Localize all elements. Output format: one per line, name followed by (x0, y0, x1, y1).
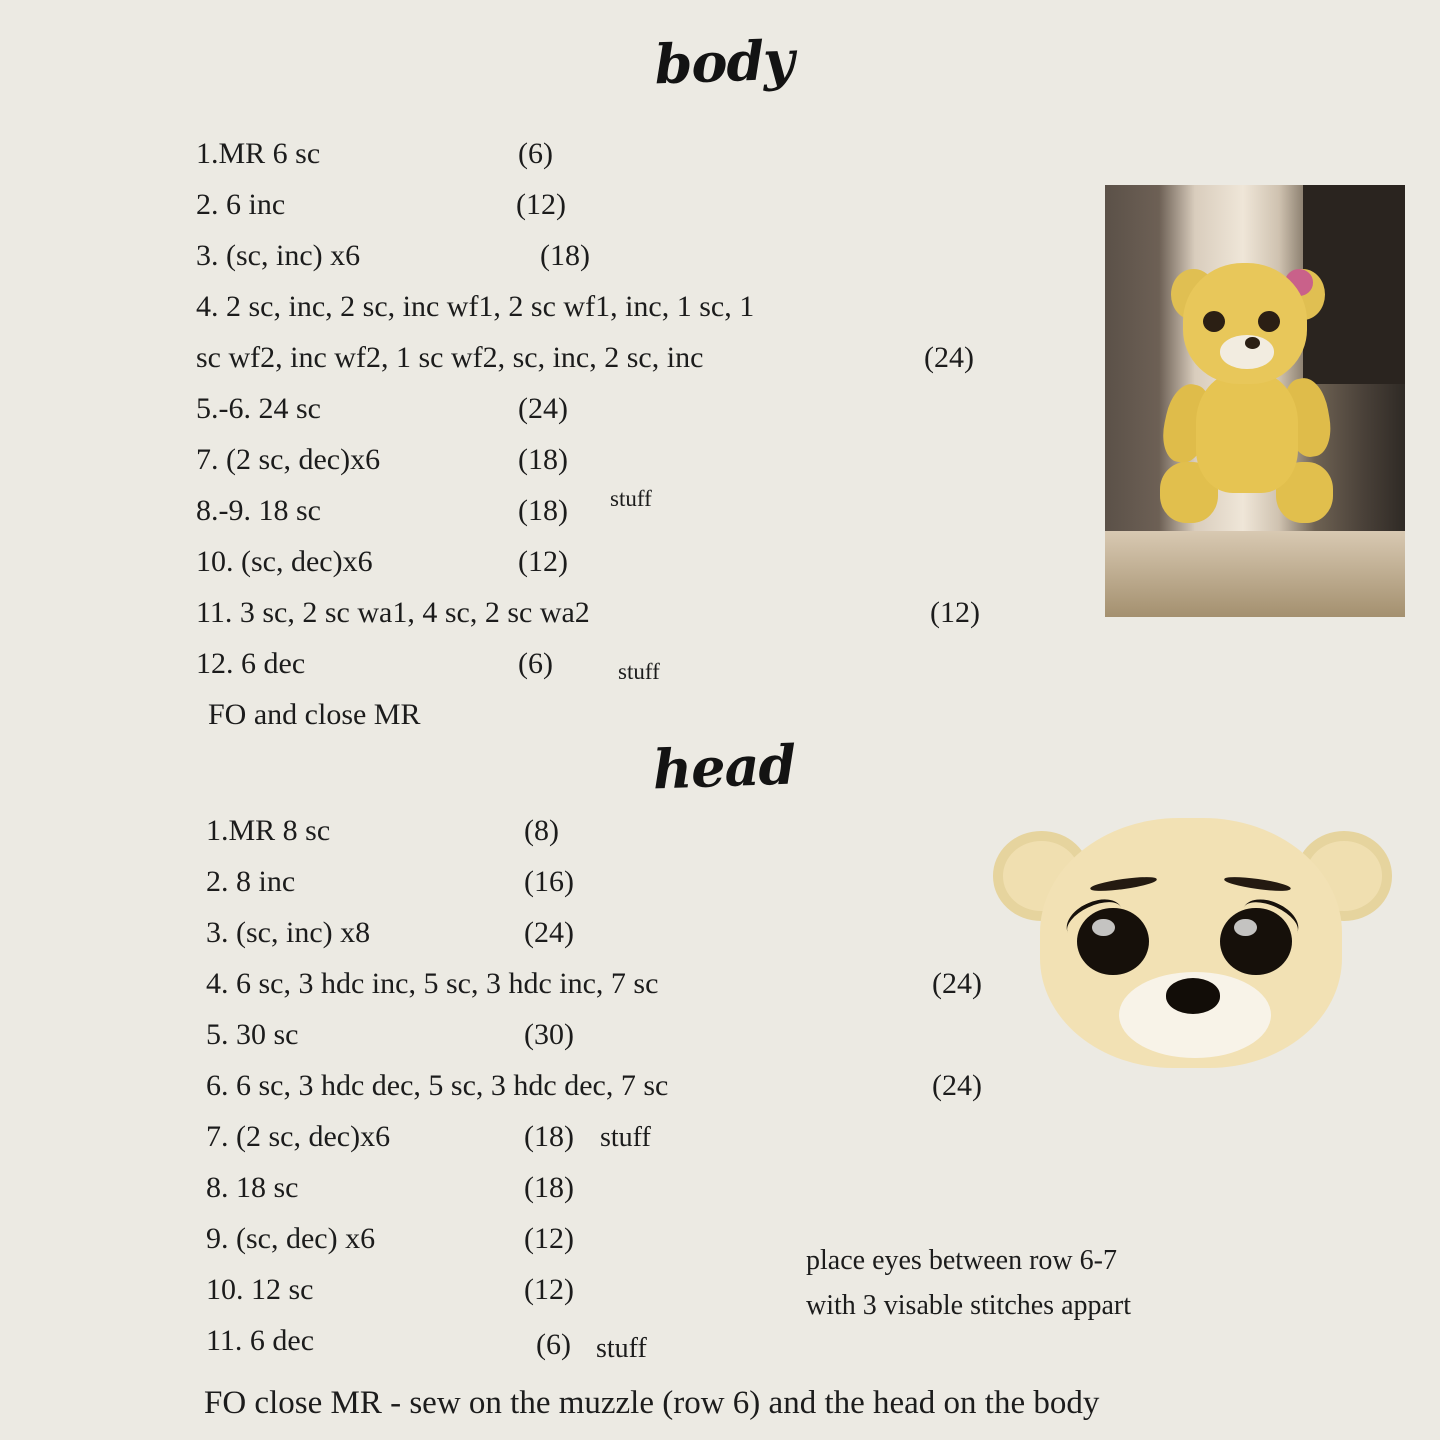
row-text: 4. 6 sc, 3 hdc inc, 5 sc, 3 hdc inc, 7 sc (206, 967, 659, 1000)
row-count: (18) (524, 1171, 574, 1204)
pattern-row (206, 1162, 668, 1213)
row-text: 7. (2 sc, dec)x6 (196, 443, 381, 476)
row-count: (18) (518, 443, 568, 476)
bear-nose (1245, 337, 1261, 349)
pattern-row (206, 1060, 982, 1111)
pattern-row (206, 958, 982, 1009)
pattern-row (196, 128, 754, 179)
pattern-row (206, 805, 668, 856)
row-count: (18) (518, 494, 568, 527)
row-note-stuff: stuff (600, 1122, 651, 1153)
pattern-row (206, 856, 668, 907)
row-note-stuff: stuff (618, 659, 660, 684)
eye-note-line-1: place eyes between row 6-7 (806, 1245, 1117, 1276)
pattern-row (206, 1264, 668, 1315)
section-title-body: body (653, 27, 795, 97)
pattern-row (206, 1315, 668, 1366)
row-text: 7. (2 sc, dec)x6 (206, 1120, 391, 1153)
row-count: (6) (536, 1328, 571, 1361)
row-text: sc wf2, inc wf2, 1 sc wf2, sc, inc, 2 sc, inc (196, 341, 704, 374)
head-photo (985, 780, 1405, 1100)
row-count: (12) (516, 188, 566, 221)
row-text: 11. 3 sc, 2 sc wa1, 4 sc, 2 sc wa2 (196, 596, 590, 629)
row-text: 2. 8 inc (206, 865, 296, 898)
row-count: (24) (518, 392, 568, 425)
row-text: 1.MR 6 sc (196, 137, 321, 170)
row-count: (30) (524, 1018, 574, 1051)
row-count: (6) (518, 647, 553, 680)
row-text: 8.-9. 18 sc (196, 494, 321, 527)
row-count: (24) (924, 341, 974, 374)
head-nose (1166, 978, 1221, 1013)
body-pattern-rows (196, 128, 980, 689)
row-count: (12) (518, 545, 568, 578)
pattern-row (196, 536, 754, 587)
eye-note-line-2: with 3 visable stitches appart (806, 1290, 1132, 1321)
row-text: 3. (sc, inc) x6 (196, 239, 361, 272)
row-count: (24) (932, 1069, 982, 1102)
row-text: 3. (sc, inc) x8 (206, 916, 371, 949)
row-count: (24) (524, 916, 574, 949)
pattern-row (196, 281, 754, 332)
body-finish-text: FO and close MR (208, 698, 421, 731)
pattern-row (196, 485, 754, 536)
row-count: (12) (524, 1273, 574, 1306)
section-title-head: head (651, 732, 797, 802)
bear-figure (1147, 263, 1369, 565)
row-note-stuff: stuff (610, 486, 652, 511)
row-count: (6) (518, 137, 553, 170)
pattern-row (206, 1009, 668, 1060)
row-count: (8) (524, 814, 559, 847)
pattern-row (206, 1213, 668, 1264)
pattern-row (196, 638, 754, 689)
row-text: 8. 18 sc (206, 1171, 299, 1204)
row-count: (16) (524, 865, 574, 898)
row-count: (18) (524, 1120, 574, 1153)
row-count: (12) (930, 596, 980, 629)
row-text: 10. 12 sc (206, 1273, 314, 1306)
row-text: 10. (sc, dec)x6 (196, 545, 373, 578)
row-text: 6. 6 sc, 3 hdc dec, 5 sc, 3 hdc dec, 7 sc (206, 1069, 669, 1102)
row-text: 2. 6 inc (196, 188, 286, 221)
row-text: 5.-6. 24 sc (196, 392, 321, 425)
row-text: 4. 2 sc, inc, 2 sc, inc wf1, 2 sc wf1, inc, 1 sc, 1 (196, 290, 755, 323)
row-text: 12. 6 dec (196, 647, 306, 680)
row-text: 9. (sc, dec) x6 (206, 1222, 376, 1255)
pattern-row (196, 332, 974, 383)
pattern-row (196, 587, 980, 638)
pattern-row (196, 383, 754, 434)
row-text: 1.MR 8 sc (206, 814, 331, 847)
row-text: 5. 30 sc (206, 1018, 299, 1051)
eye-placement-note (806, 1238, 1131, 1328)
pattern-row (196, 434, 754, 485)
bear-eye-left (1203, 311, 1225, 332)
pattern-row (206, 1111, 668, 1162)
row-text: 11. 6 dec (206, 1324, 315, 1357)
head-finish-text: FO close MR - sew on the muzzle (row 6) and the head on the body (204, 1385, 1100, 1421)
pattern-row (196, 230, 754, 281)
row-count: (18) (540, 239, 590, 272)
body-photo (1105, 185, 1405, 617)
pattern-row (206, 907, 668, 958)
row-count: (24) (932, 967, 982, 1000)
row-count: (12) (524, 1222, 574, 1255)
pattern-row (196, 179, 754, 230)
bear-torso (1196, 372, 1298, 493)
row-note-stuff: stuff (596, 1333, 647, 1364)
